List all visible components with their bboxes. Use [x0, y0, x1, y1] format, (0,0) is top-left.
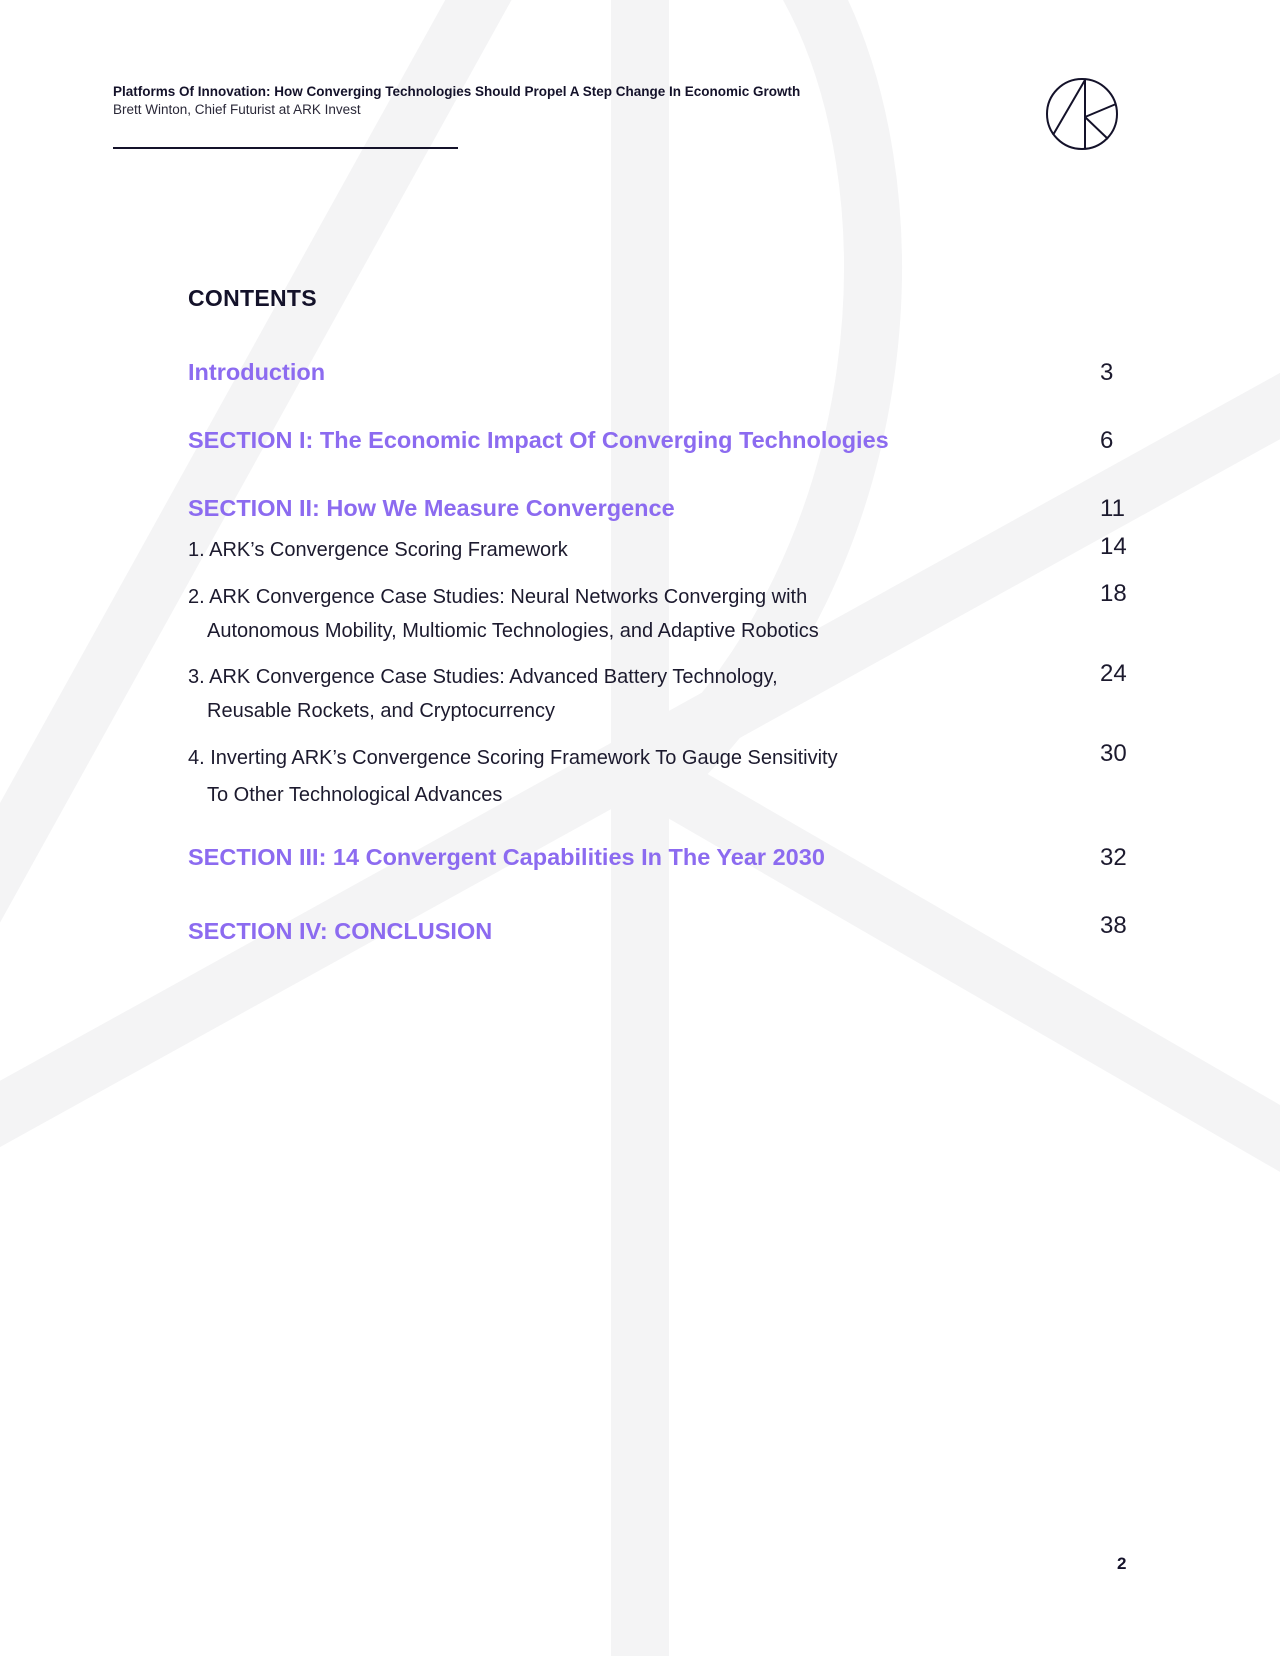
toc-page-number: 14 [1100, 533, 1127, 560]
toc-page-number: 24 [1100, 660, 1127, 687]
toc-page-number: 38 [1100, 912, 1127, 939]
page-number: 2 [1117, 1554, 1127, 1573]
toc-subentry-label[interactable] [188, 533, 958, 567]
toc-entry-label[interactable]: Introduction [188, 359, 326, 385]
toc-subentry-label[interactable] [188, 660, 958, 728]
toc-subentry-line: Reusable Rockets, and Cryptocurrency [207, 700, 555, 722]
toc-entry-label[interactable]: SECTION I: The Economic Impact Of Converging Technologies [188, 427, 889, 453]
toc-entry-label[interactable]: SECTION III: 14 Convergent Capabilities In The Year 2030 [188, 844, 825, 870]
toc-page-number: 11 [1100, 495, 1125, 522]
toc-page-number: 3 [1100, 359, 1114, 386]
document-title: Platforms Of Innovation: How Converging Technologies Should Propel A Step Change In Economic Growth [113, 84, 801, 99]
toc-subentry-line: 3. ARK Convergence Case Studies: Advanced Battery Technology, [188, 666, 778, 688]
header-divider [113, 147, 458, 149]
toc-subentry-line: 1. ARK’s Convergence Scoring Framework [188, 539, 568, 561]
toc-page-number: 32 [1100, 844, 1127, 871]
toc-subentry-line: 2. ARK Convergence Case Studies: Neural Networks Converging with [188, 586, 808, 608]
toc-entry-label[interactable]: SECTION II: How We Measure Convergence [188, 495, 675, 521]
toc-subentry-line: 4. Inverting ARK’s Convergence Scoring Framework To Gauge Sensitivity [188, 747, 838, 769]
toc-page-number: 18 [1100, 580, 1127, 607]
toc-subentry-line: To Other Technological Advances [207, 784, 503, 806]
ark-logo-icon [1045, 77, 1119, 151]
toc-subentry-label[interactable] [188, 580, 958, 648]
toc-page-number: 30 [1100, 740, 1127, 767]
toc-subentry-label[interactable] [188, 740, 958, 814]
toc-subentry-line: Autonomous Mobility, Multiomic Technologies, and Adaptive Robotics [207, 620, 819, 642]
toc-entry-label[interactable]: SECTION IV: CONCLUSION [188, 918, 493, 944]
contents-heading: CONTENTS [188, 285, 317, 311]
toc-page-number: 6 [1100, 427, 1114, 454]
document-author: Brett Winton, Chief Futurist at ARK Invest [113, 102, 361, 117]
document-header [113, 83, 800, 119]
